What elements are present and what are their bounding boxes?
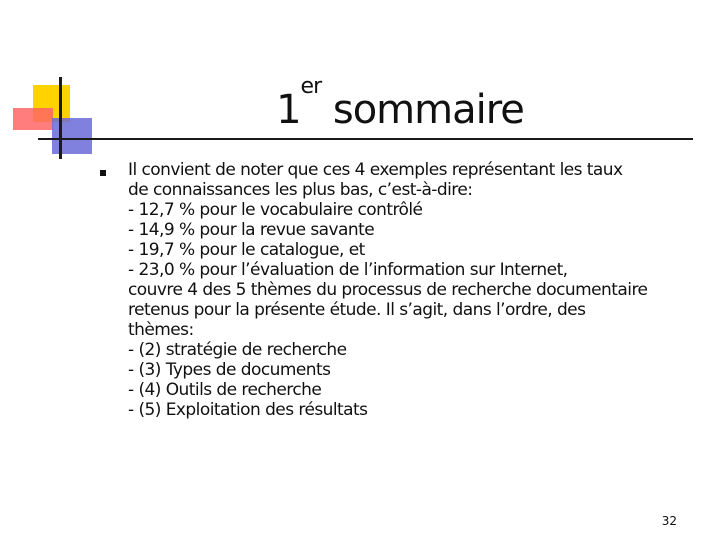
body-line: - 23,0 % pour l’évaluation de l’information sur Internet, — [128, 260, 568, 280]
body-line: - (2) stratégie de recherche — [128, 340, 347, 360]
body-line: Il convient de noter que ces 4 exemples représentant les taux — [128, 160, 623, 180]
slide-title — [110, 74, 690, 138]
body-line: - 19,7 % pour le catalogue, et — [128, 240, 365, 260]
title-superscript: er — [300, 74, 322, 99]
body-line: de connaissances les plus bas, c’est-à-dire: — [128, 180, 473, 200]
decorative-blue-square — [52, 118, 92, 154]
body-line: thèmes: — [128, 320, 194, 340]
square-bullet-icon — [100, 170, 106, 176]
body-line: - (3) Types de documents — [128, 360, 331, 380]
body-line: couvre 4 des 5 thèmes du processus de recherche documentaire — [128, 280, 648, 300]
body-line: retenus pour la présente étude. Il s’agit, dans l’ordre, des — [128, 300, 586, 320]
title-divider-line — [38, 138, 693, 140]
decorative-vertical-line — [59, 77, 62, 159]
body-line: - 12,7 % pour le vocabulaire contrôlé — [128, 200, 423, 220]
body-line: - (5) Exploitation des résultats — [128, 400, 368, 420]
slide-body — [128, 160, 708, 420]
title-prefix: 1 — [276, 87, 301, 133]
page-number: 32 — [661, 514, 677, 528]
body-line: - 14,9 % pour la revue savante — [128, 220, 375, 240]
body-line: - (4) Outils de recherche — [128, 380, 322, 400]
title-main: sommaire — [332, 87, 524, 133]
decorative-red-rectangle — [13, 108, 53, 130]
